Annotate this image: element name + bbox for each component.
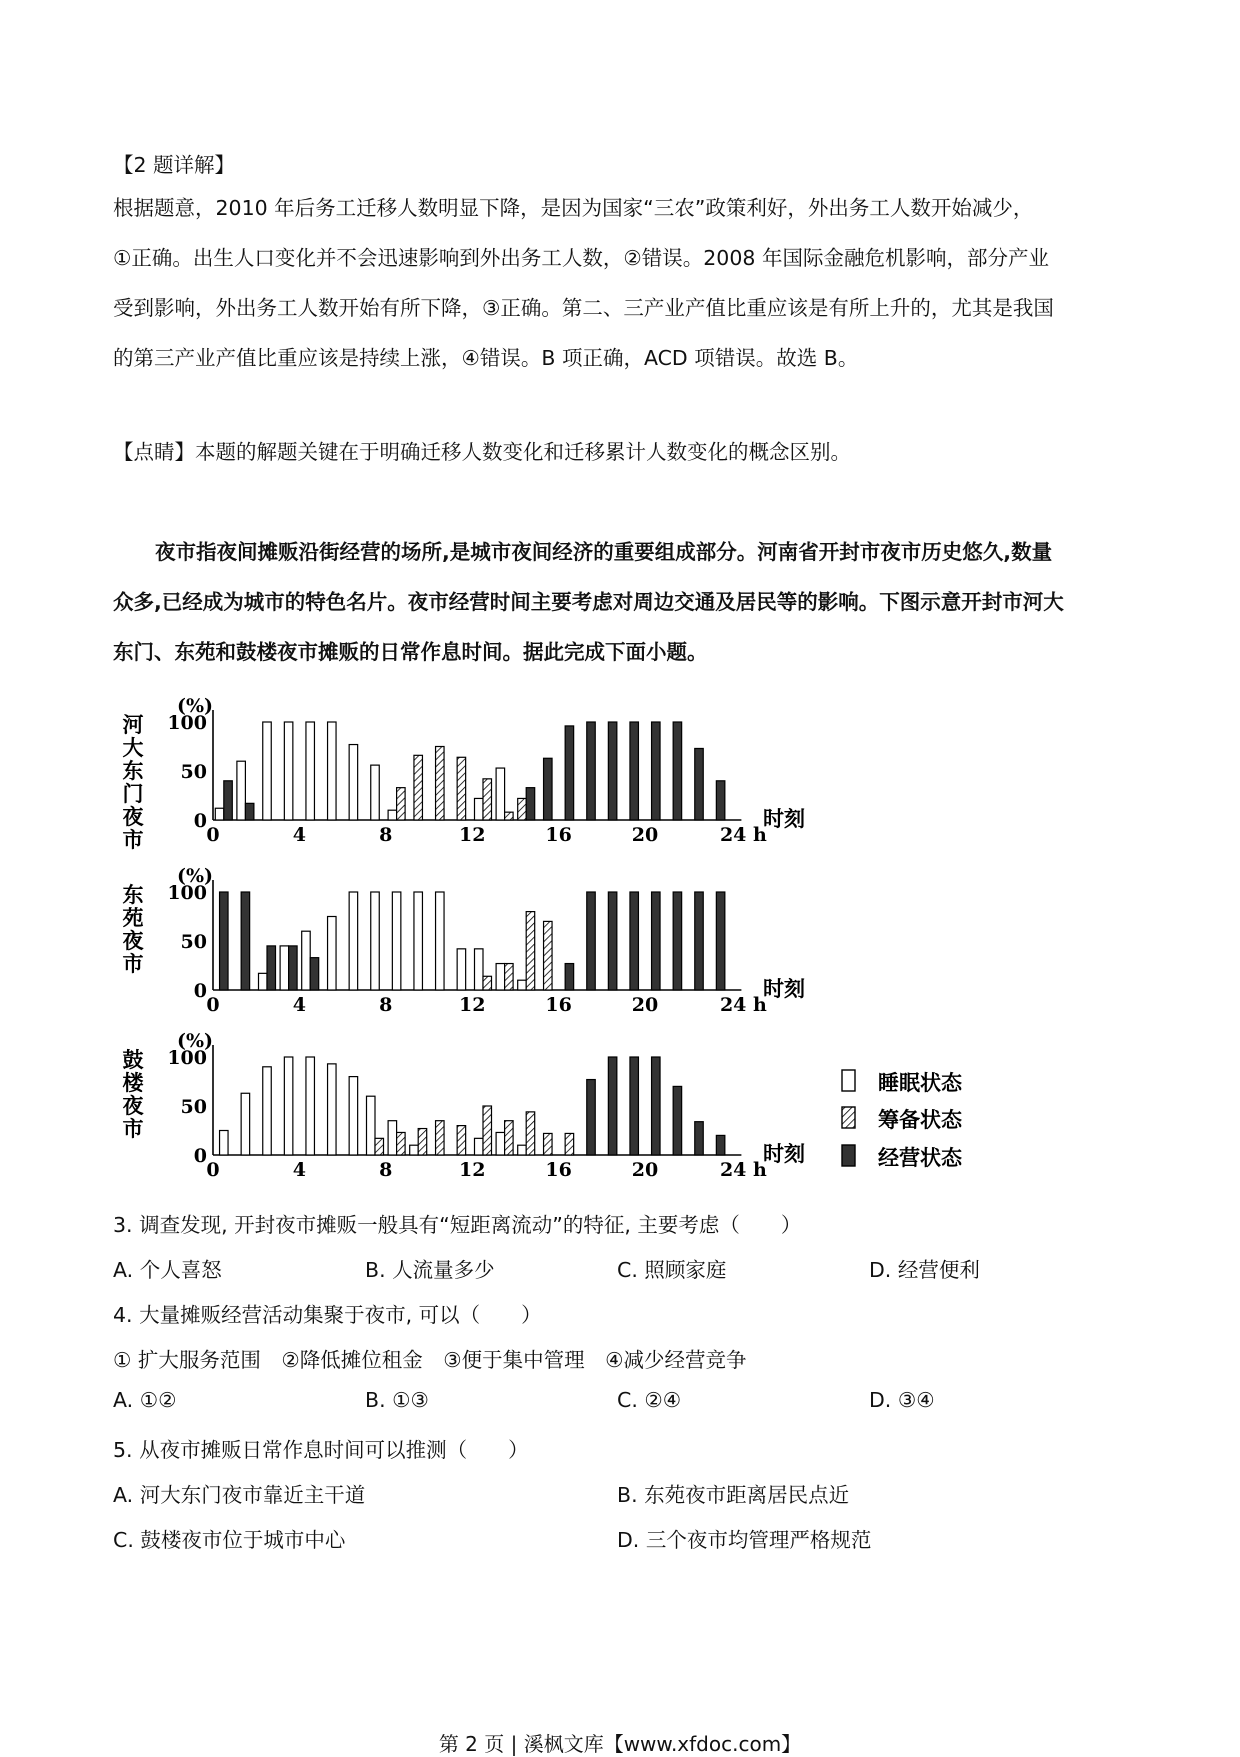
passage-line: 夜市指夜间摊贩沿街经营的场所,是城市夜间经济的重要组成部分。河南省开封市夜市历史悠久,数量	[155, 540, 1053, 564]
bar-prep	[526, 912, 535, 990]
bar-sleep	[349, 745, 358, 820]
bar-oper	[224, 781, 233, 820]
x-tick-label: 8	[379, 824, 393, 846]
y-tick-label: 100	[167, 712, 207, 734]
bar-prep	[544, 1133, 553, 1155]
bar-oper	[587, 892, 596, 990]
bar-oper	[630, 1057, 639, 1155]
q5-option-d[interactable]: D. 三个夜市均管理严格规范	[617, 1528, 872, 1552]
bar-oper	[652, 722, 661, 820]
chart-title	[123, 882, 144, 976]
bar-sleep	[328, 1064, 337, 1155]
y-tick-label: 100	[167, 1047, 207, 1069]
x-tick-label: 20	[631, 824, 659, 846]
q5-option-a[interactable]: A. 河大东门夜市靠近主干道	[113, 1483, 366, 1507]
legend-swatch-prep	[842, 1107, 855, 1128]
bar-oper	[673, 722, 682, 820]
bar-sleep	[259, 973, 268, 990]
bar-oper	[608, 892, 617, 990]
bar-oper	[544, 758, 553, 820]
bar-oper	[565, 726, 574, 820]
q4-option-d[interactable]: D. ③④	[869, 1388, 935, 1412]
x-tick-label: 8	[379, 1159, 393, 1181]
bar-sleep	[367, 1096, 376, 1155]
passage-line: 众多,已经成为城市的特色名片。夜市经营时间主要考虑对周边交通及居民等的影响。下图示意开封市河大	[113, 590, 1064, 614]
bar-prep	[565, 1133, 574, 1155]
explanation-line: 根据题意，2010 年后务工迁移人数明显下降，是因为国家“三农”政策利好，外出务工人数开始减少，	[113, 196, 1034, 220]
x-tick-label: 4	[292, 994, 307, 1016]
bar-sleep	[215, 808, 224, 820]
bar-sleep	[496, 1132, 505, 1155]
bar-oper	[652, 1057, 661, 1155]
chart-3	[123, 1030, 806, 1181]
bar-prep	[483, 976, 492, 990]
bar-oper	[716, 1135, 725, 1155]
bar-oper	[565, 964, 574, 990]
note-text: 【点睛】本题的解题关键在于明确迁移人数变化和迁移累计人数变化的概念区别。	[113, 440, 851, 464]
bar-sleep	[518, 1145, 527, 1155]
q4-option-a[interactable]: A. ①②	[113, 1388, 177, 1412]
chart-title-char: 苑	[122, 905, 144, 930]
chart-title-char: 门	[122, 781, 144, 806]
bar-oper	[695, 892, 704, 990]
bar-prep	[436, 1121, 445, 1155]
page-footer: 第 2 页 | 溪枫文库【www.xfdoc.com】	[438, 1732, 802, 1756]
bar-sleep	[220, 1131, 229, 1156]
bar-sleep	[306, 1057, 315, 1155]
legend-label-sleep: 睡眠状态	[878, 1070, 962, 1095]
bar-oper	[245, 803, 254, 820]
bar-oper	[310, 958, 319, 990]
bar-oper	[267, 946, 276, 990]
x-tick-label: 0	[206, 1159, 220, 1181]
question-5-stem: 5. 从夜市摊贩日常作息时间可以推测（ ）	[113, 1438, 529, 1462]
bar-sleep	[410, 1145, 419, 1155]
question-4-stem: 4. 大量摊贩经营活动集聚于夜市, 可以（ ）	[113, 1303, 542, 1327]
x-axis-label: 时刻	[763, 806, 805, 831]
bar-sleep	[388, 1121, 397, 1155]
x-tick-label: 20	[631, 1159, 659, 1181]
bar-oper	[241, 892, 250, 990]
bar-sleep	[263, 722, 272, 820]
bar-sleep	[349, 892, 358, 990]
chart-title-char: 河	[122, 712, 144, 737]
bar-sleep	[518, 980, 527, 990]
chart-title-char: 大	[122, 735, 144, 760]
bar-oper	[220, 892, 229, 990]
chart-title-char: 市	[122, 951, 144, 976]
bar-sleep	[284, 1057, 293, 1155]
bar-sleep	[388, 810, 397, 820]
bar-oper	[716, 892, 725, 990]
bar-sleep	[349, 1077, 358, 1155]
bar-sleep	[284, 722, 293, 820]
bar-prep	[505, 1121, 513, 1155]
bar-prep	[526, 1112, 535, 1155]
bar-oper	[716, 781, 725, 820]
bar-oper	[608, 722, 617, 820]
x-tick-label: 20	[631, 994, 659, 1016]
bar-oper	[652, 892, 661, 990]
chart-title-char: 市	[122, 1116, 144, 1141]
y-tick-label: 0	[193, 980, 207, 1002]
bar-oper	[587, 722, 596, 820]
chart-1	[123, 695, 806, 852]
x-tick-label: 24 h	[719, 824, 767, 846]
bar-oper	[673, 1086, 682, 1155]
chart-title-char: 夜	[122, 928, 144, 953]
chart-title-char: 夜	[122, 804, 144, 829]
bar-sleep	[475, 798, 484, 820]
x-tick-label: 0	[206, 824, 220, 846]
bar-sleep	[475, 949, 484, 990]
chart-title-char: 楼	[122, 1070, 144, 1095]
bar-oper	[673, 892, 682, 990]
q3-option-c[interactable]: C. 照顾家庭	[617, 1258, 727, 1282]
bar-sleep	[436, 892, 445, 990]
chart-title-char: 市	[122, 827, 144, 852]
bar-prep	[518, 798, 527, 820]
bar-oper	[526, 788, 535, 820]
q3-option-d[interactable]: D. 经营便利	[869, 1258, 980, 1282]
y-tick-label: 50	[180, 931, 207, 953]
y-unit-label: (%)	[177, 865, 214, 887]
bar-prep	[375, 1138, 384, 1155]
bar-sleep	[302, 931, 311, 990]
bar-oper	[608, 1057, 617, 1155]
chart-title	[123, 712, 144, 852]
explanation-line: 的第三产业产值比重应该是持续上涨，④错误。B 项正确，ACD 项错误。故选 B。	[113, 346, 859, 370]
explanation-line: 受到影响，外出务工人数开始有所下降，③正确。第二、三产业产值比重应该是有所上升的，尤其是我国	[113, 296, 1054, 320]
bar-prep	[436, 747, 445, 821]
x-tick-label: 12	[458, 994, 486, 1016]
q5-option-b[interactable]: B. 东苑夜市距离居民点近	[617, 1483, 850, 1507]
x-axis-label: 时刻	[763, 1141, 805, 1166]
bar-sleep	[371, 892, 380, 990]
bar-sleep	[496, 768, 505, 820]
bar-sleep	[414, 892, 423, 990]
legend-swatch-oper	[842, 1145, 855, 1166]
x-tick-label: 24 h	[719, 1159, 767, 1181]
bar-sleep	[328, 917, 337, 991]
bar-prep	[397, 788, 406, 820]
legend-label-prep: 筹备状态	[878, 1107, 962, 1132]
q4-option-b[interactable]: B. ①③	[365, 1388, 429, 1412]
bar-prep	[544, 921, 553, 990]
bar-sleep	[457, 949, 466, 990]
x-tick-label: 12	[458, 824, 486, 846]
q4-option-c[interactable]: C. ②④	[617, 1388, 682, 1412]
x-axis-label: 时刻	[763, 976, 805, 1001]
bar-oper	[695, 748, 704, 820]
q3-option-b[interactable]: B. 人流量多少	[365, 1258, 495, 1282]
bar-prep	[483, 1106, 492, 1155]
bar-sleep	[392, 892, 401, 990]
x-tick-label: 8	[379, 994, 393, 1016]
bar-oper	[630, 722, 639, 820]
chart-title-char: 东	[122, 758, 144, 783]
explanation-line: ①正确。出生人口变化并不会迅速影响到外出务工人数，②错误。2008 年国际金融危机影响，部分产业	[113, 246, 1049, 270]
bar-prep	[418, 1129, 427, 1155]
y-unit-label: (%)	[177, 1030, 214, 1052]
y-unit-label: (%)	[177, 695, 214, 717]
x-tick-label: 16	[545, 994, 572, 1016]
bar-oper	[695, 1122, 704, 1155]
bar-oper	[289, 946, 298, 990]
passage-line: 东门、东苑和鼓楼夜市摊贩的日常作息时间。据此完成下面小题。	[113, 640, 708, 664]
bar-sleep	[241, 1093, 250, 1155]
bar-oper	[587, 1080, 596, 1155]
q3-option-a[interactable]: A. 个人喜怒	[113, 1258, 222, 1282]
chart-title-char: 东	[122, 882, 144, 907]
bar-oper	[630, 892, 639, 990]
bar-prep	[505, 812, 513, 820]
chart-title-char: 鼓	[122, 1047, 144, 1072]
bar-prep	[483, 779, 492, 820]
bar-sleep	[306, 722, 315, 820]
bar-sleep	[237, 761, 246, 820]
y-tick-label: 0	[193, 1145, 207, 1167]
chart-title-char: 夜	[122, 1093, 144, 1118]
bar-sleep	[475, 1138, 484, 1155]
bar-sleep	[371, 765, 380, 820]
bar-prep	[414, 755, 423, 820]
question-3-stem: 3. 调查发现, 开封夜市摊贩一般具有“短距离流动”的特征, 主要考虑（ ）	[113, 1213, 802, 1237]
chart-title	[123, 1047, 145, 1141]
bar-sleep	[328, 722, 337, 820]
bar-sleep	[263, 1067, 272, 1155]
x-tick-label: 12	[458, 1159, 486, 1181]
bar-prep	[457, 1126, 466, 1155]
bar-prep	[397, 1132, 406, 1155]
x-tick-label: 0	[206, 994, 220, 1016]
x-tick-label: 4	[292, 1159, 307, 1181]
x-tick-label: 4	[292, 824, 307, 846]
explanation-heading: 【2 题详解】	[113, 153, 236, 177]
y-tick-label: 100	[167, 882, 207, 904]
legend-label-oper: 经营状态	[878, 1145, 962, 1170]
x-tick-label: 16	[545, 824, 572, 846]
bar-sleep	[496, 964, 505, 990]
y-tick-label: 0	[193, 810, 207, 832]
y-tick-label: 50	[180, 1096, 207, 1118]
x-tick-label: 16	[545, 1159, 572, 1181]
chart-2	[123, 865, 806, 1016]
x-tick-label: 24 h	[719, 994, 767, 1016]
legend-swatch-sleep	[842, 1070, 855, 1091]
y-tick-label: 50	[180, 761, 207, 783]
bar-sleep	[280, 946, 289, 990]
question-4-items: ① 扩大服务范围 ②降低摊位租金 ③便于集中管理 ④减少经营竞争	[113, 1348, 747, 1372]
bar-prep	[505, 964, 513, 990]
q5-option-c[interactable]: C. 鼓楼夜市位于城市中心	[113, 1528, 346, 1552]
bar-prep	[457, 757, 466, 820]
